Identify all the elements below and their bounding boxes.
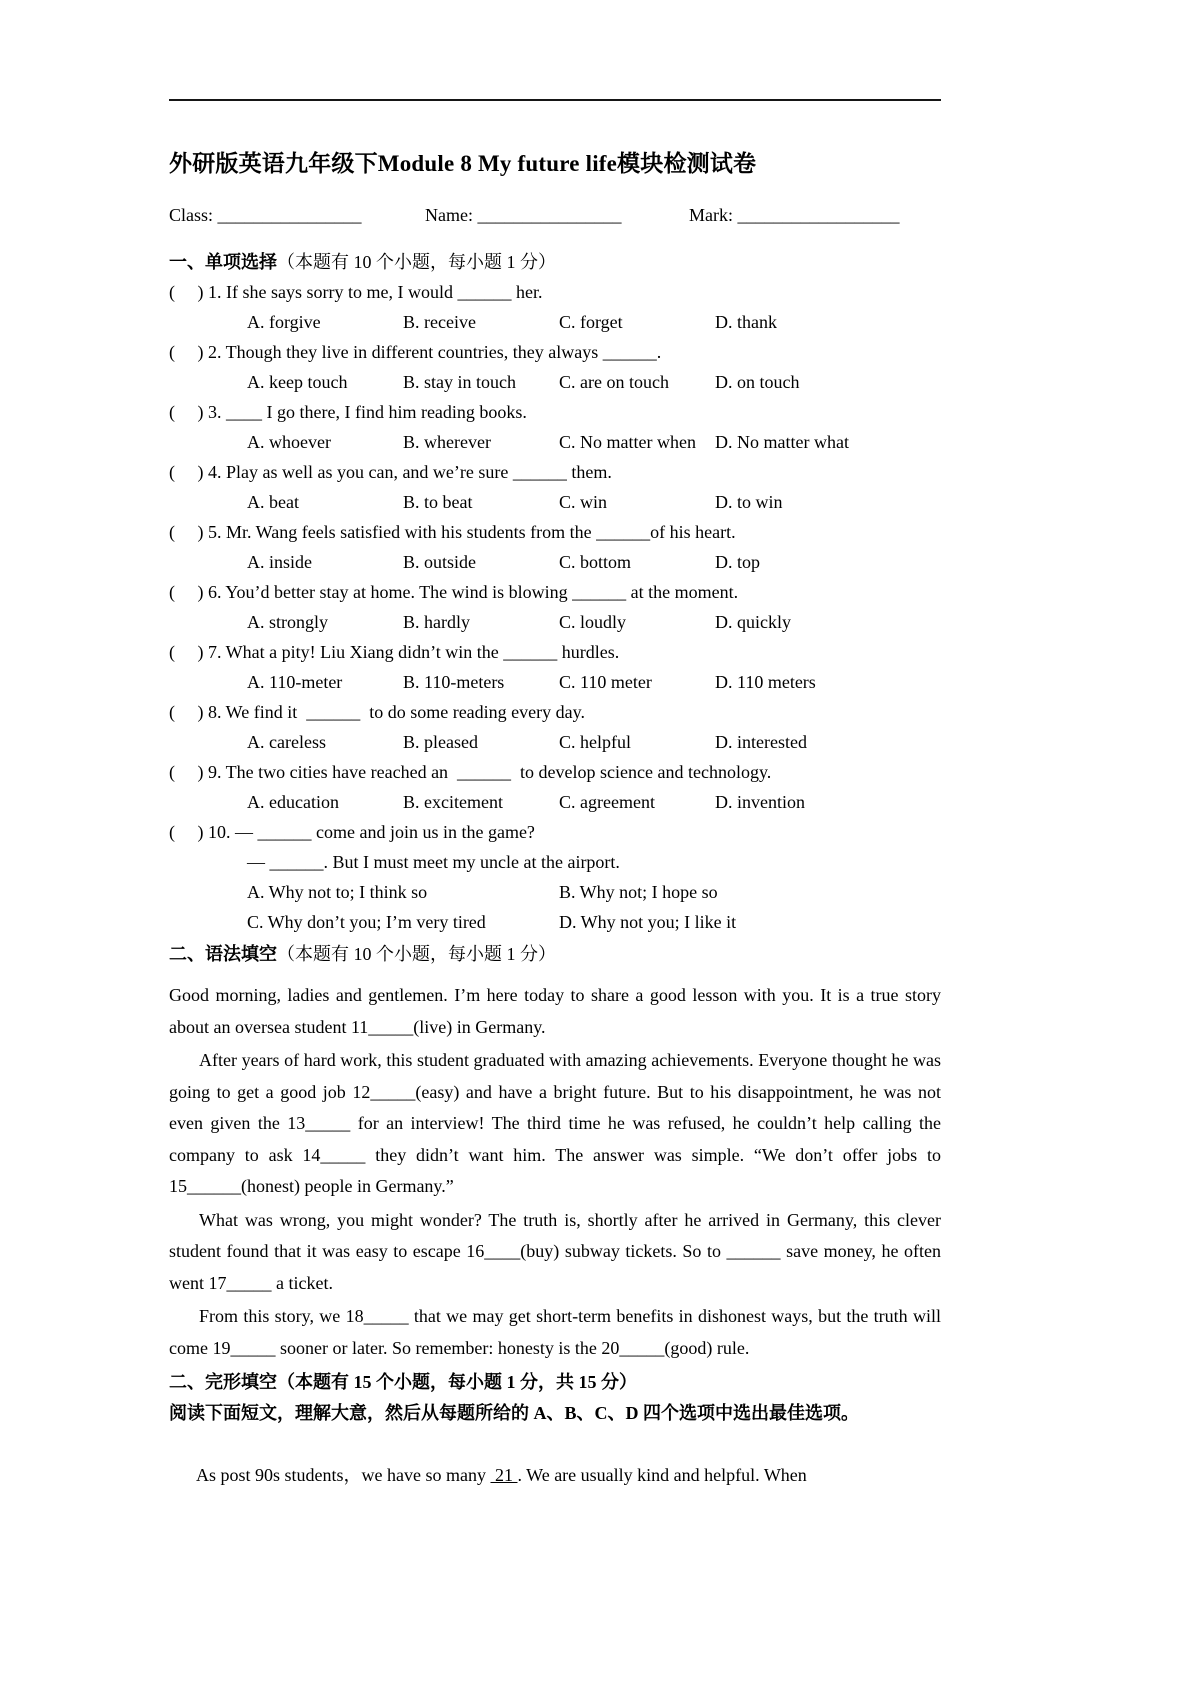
option-c: C. loudly <box>559 612 627 632</box>
question-options <box>169 667 941 697</box>
question-9 <box>169 757 941 817</box>
option-c: C. forget <box>559 312 623 332</box>
question-stem: ( ) 7. What a pity! Liu Xiang didn’t win the ______ hurdles. <box>169 642 620 662</box>
option-b: B. to beat <box>403 492 473 512</box>
option-d: D. 110 meters <box>715 672 816 692</box>
question-1 <box>169 277 941 337</box>
question-stem-line2: — ______. But I must meet my uncle at the airport. <box>247 852 620 872</box>
cloze-text-after: . We are usually kind and helpful. When <box>517 1465 807 1485</box>
option-c: C. win <box>559 492 608 512</box>
question-options-row1 <box>169 877 941 907</box>
question-options <box>169 787 941 817</box>
section2-heading <box>169 939 941 969</box>
question-stem: ( ) 6. You’d better stay at home. The wind is blowing ______ at the moment. <box>169 582 739 602</box>
question-options <box>169 547 941 577</box>
section1-heading-note: （本题有 10 个小题，每小题 1 分） <box>277 252 556 272</box>
passage-paragraph-4: From this story, we 18_____ that we may get short-term benefits in dishonest ways, but the truth will come 19_____ sooner or later. So remember: honesty is the 20_____(good) rule. <box>169 1306 941 1358</box>
option-d: D. to win <box>715 492 783 512</box>
option-b: B. excitement <box>403 792 503 812</box>
option-d: D. interested <box>715 732 807 752</box>
question-options-row2 <box>169 907 941 937</box>
section2-heading-note: （本题有 10 个小题，每小题 1 分） <box>277 944 556 964</box>
option-d: D. top <box>715 552 760 572</box>
section2-heading-title: 二、语法填空 <box>169 944 277 964</box>
option-b: B. stay in touch <box>403 372 516 392</box>
question-options <box>169 607 941 637</box>
option-d: D. invention <box>715 792 805 812</box>
option-d: D. on touch <box>715 372 800 392</box>
option-b: B. Why not; I hope so <box>559 882 718 902</box>
question-5 <box>169 517 941 577</box>
option-b: B. 110-meters <box>403 672 505 692</box>
exam-title: 外研版英语九年级下Module 8 My future life模块检测试卷 <box>169 151 757 176</box>
option-a: A. strongly <box>247 612 328 632</box>
question-3 <box>169 397 941 457</box>
question-6 <box>169 577 941 637</box>
option-c: C. No matter when <box>559 432 696 452</box>
class-field: Class: ________________ <box>169 205 362 225</box>
section3-heading: 二、完形填空（本题有 15 个小题，每小题 1 分，共 15 分） <box>169 1372 637 1392</box>
section1-heading-title: 一、单项选择 <box>169 252 277 272</box>
question-stem: ( ) 9. The two cities have reached an ______ to develop science and technology. <box>169 762 772 782</box>
option-a: A. careless <box>247 732 326 752</box>
question-stem: ( ) 4. Play as well as you can, and we’re sure ______ them. <box>169 462 612 482</box>
option-c: C. Why don’t you; I’m very tired <box>247 912 486 932</box>
option-a: A. education <box>247 792 339 812</box>
option-c: C. helpful <box>559 732 631 752</box>
name-field: Name: ________________ <box>425 205 622 225</box>
section3-instruction: 阅读下面短文，理解大意，然后从每题所给的 A、B、C、D 四个选项中选出最佳选项。 <box>169 1403 859 1423</box>
question-stem: ( ) 8. We find it ______ to do some reading every day. <box>169 702 585 722</box>
top-divider <box>169 99 941 101</box>
question-10 <box>169 817 941 937</box>
option-d: D. Why not you; I like it <box>559 912 737 932</box>
option-a: A. keep touch <box>247 372 348 392</box>
option-c: C. bottom <box>559 552 632 572</box>
cloze-text-before: As post 90s students，we have so many <box>196 1465 491 1485</box>
cloze-blank-21: 21 <box>490 1465 518 1485</box>
cloze-passage-line <box>169 1429 941 1522</box>
question-options <box>169 367 941 397</box>
option-d: D. quickly <box>715 612 791 632</box>
option-b: B. wherever <box>403 432 491 452</box>
option-b: B. receive <box>403 312 476 332</box>
option-c: C. 110 meter <box>559 672 652 692</box>
question-stem: ( ) 5. Mr. Wang feels satisfied with his students from the ______of his heart. <box>169 522 736 542</box>
meta-line <box>169 205 941 226</box>
section1-heading <box>169 247 941 277</box>
question-stem: ( ) 2. Though they live in different countries, they always ______. <box>169 342 662 362</box>
option-a: A. Why not to; I think so <box>247 882 428 902</box>
option-a: A. 110-meter <box>247 672 343 692</box>
option-a: A. inside <box>247 552 312 572</box>
option-b: B. pleased <box>403 732 478 752</box>
question-options <box>169 307 941 337</box>
option-c: C. are on touch <box>559 372 669 392</box>
question-options <box>169 427 941 457</box>
option-a: A. beat <box>247 492 299 512</box>
option-b: B. hardly <box>403 612 470 632</box>
question-stem: ( ) 10. — ______ come and join us in the game? <box>169 822 535 842</box>
question-2 <box>169 337 941 397</box>
content-area <box>169 99 941 1522</box>
mark-field: Mark: __________________ <box>689 205 900 225</box>
passage-paragraph-3: What was wrong, you might wonder? The truth is, shortly after he arrived in Germany, this clever student found that it was easy to escape 16____(buy) subway tickets. So to ______ save money, he often went 17_____ a ticket. <box>169 1209 941 1293</box>
option-d: D. thank <box>715 312 777 332</box>
passage-paragraph-2: After years of hard work, this student graduated with amazing achievements. Everyone thought he was going to get a good job 12_____(easy) and have a bright future. But to his disappointment, he was not even given the 13_____ for an interview! The third time he was refused, he couldn’t help calling the company to ask 14_____ they didn’t want him. The answer was simple. “We don’t offer jobs to 15______(honest) people in Germany.” <box>169 1050 941 1196</box>
question-options <box>169 727 941 757</box>
question-stem: ( ) 3. ____ I go there, I find him reading books. <box>169 402 527 422</box>
option-c: C. agreement <box>559 792 655 812</box>
question-8 <box>169 697 941 757</box>
question-stem: ( ) 1. If she says sorry to me, I would ______ her. <box>169 282 543 302</box>
option-d: D. No matter what <box>715 432 849 452</box>
question-7 <box>169 637 941 697</box>
passage-paragraph-1: Good morning, ladies and gentlemen. I’m here today to share a good lesson with you. It is a true story about an oversea student 11_____(live) in Germany. <box>169 985 941 1037</box>
option-a: A. forgive <box>247 312 321 332</box>
question-options <box>169 487 941 517</box>
question-4 <box>169 457 941 517</box>
option-a: A. whoever <box>247 432 331 452</box>
option-b: B. outside <box>403 552 477 572</box>
